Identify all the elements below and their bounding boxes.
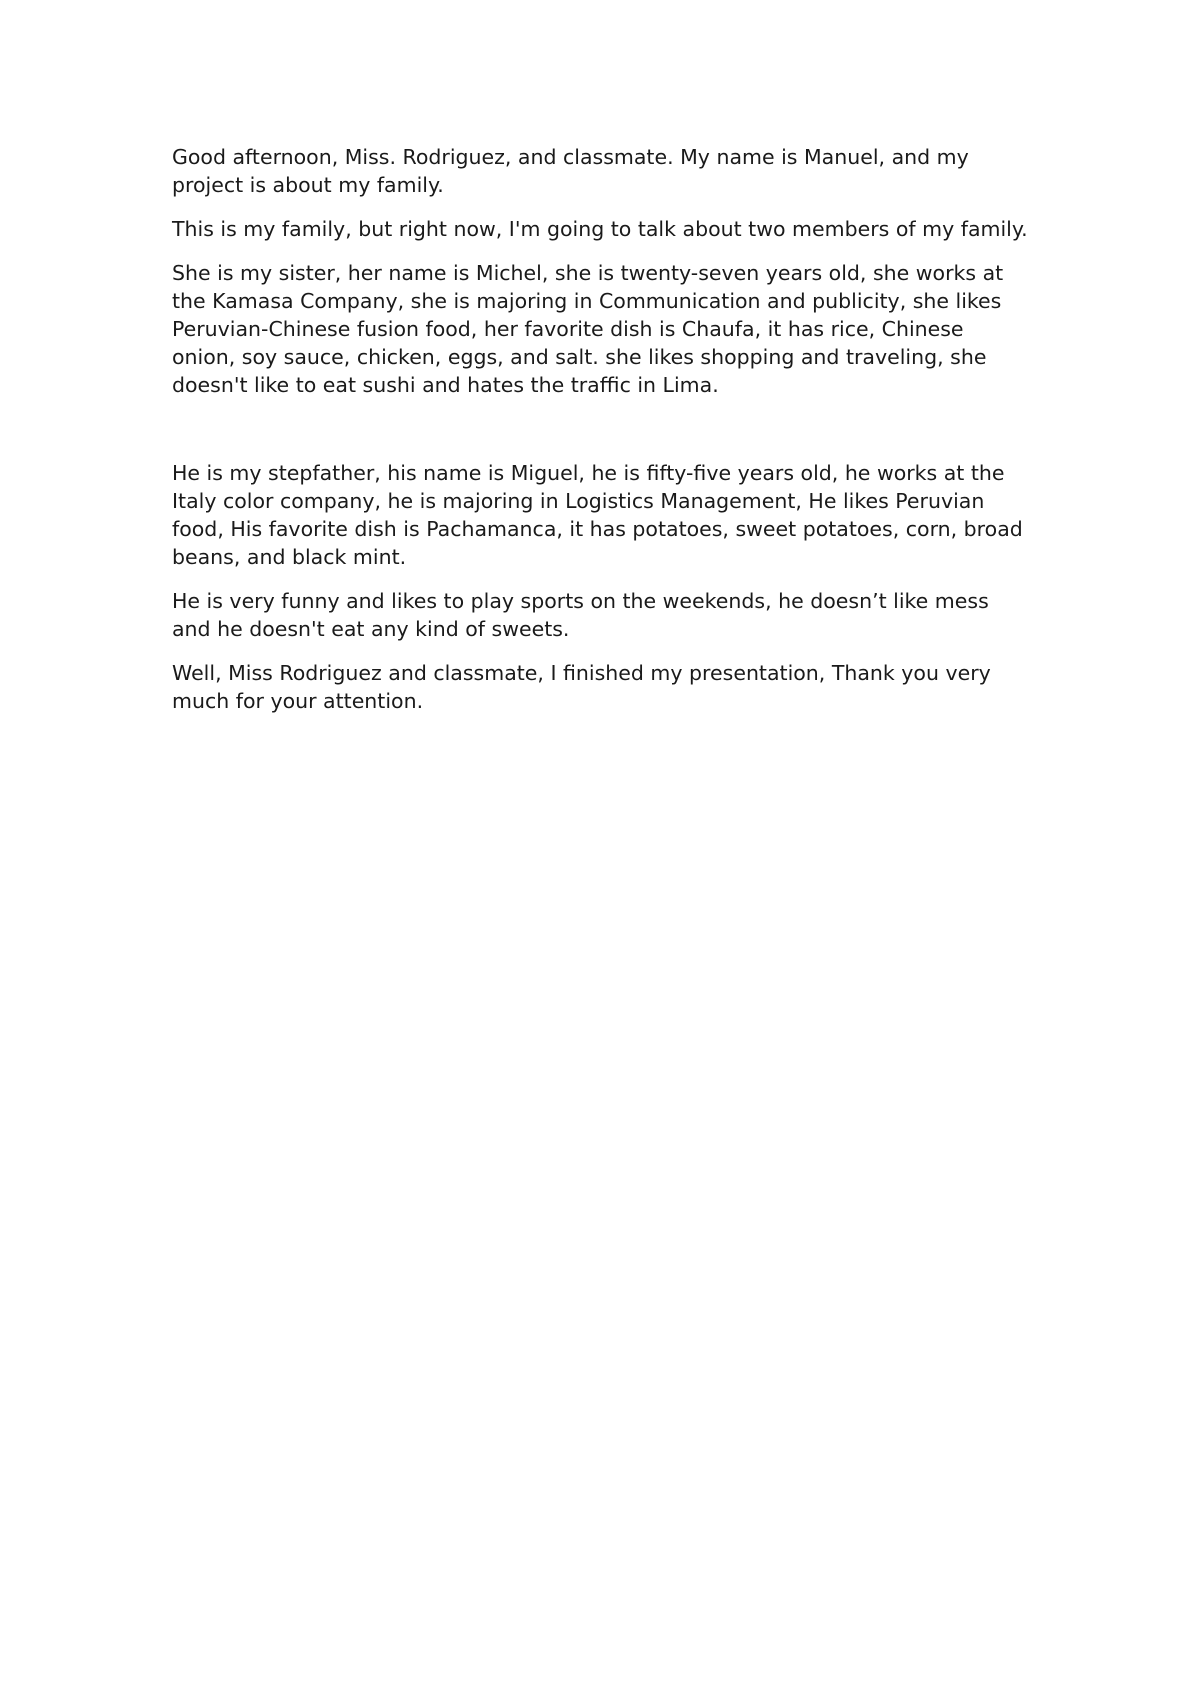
paragraph-closing: Well, Miss Rodriguez and classmate, I finished my presentation, Thank you very much for your attention. [172, 661, 991, 713]
paragraph-family-intro: This is my family, but right now, I'm going to talk about two members of my family. [172, 217, 1028, 241]
paragraph-stepfather: He is my stepfather, his name is Miguel, he is fifty-five years old, he works at the Italy color company, he is majoring in Logistics Management, He likes Peruvian food, His favorite dish is Pachamanca, it has potatoes, sweet potatoes, corn, broad beans, and black mint. [172, 461, 1023, 569]
document-body [172, 143, 1032, 731]
paragraph-greeting: Good afternoon, Miss. Rodriguez, and classmate. My name is Manuel, and my project is about my family. [172, 145, 969, 197]
paragraph-sister: She is my sister, her name is Michel, she is twenty-seven years old, she works at the Kamasa Company, she is majoring in Communication and publicity, she likes Peruvian-Chinese fusion food, her favorite dish is Chaufa, it has rice, Chinese onion, soy sauce, chicken, eggs, and salt. she likes shopping and traveling, she doesn't like to eat sushi and hates the traffic in Lima. [172, 261, 1004, 397]
paragraph-stepfather-details: He is very funny and likes to play sports on the weekends, he doesn’t like mess and he doesn't eat any kind of sweets. [172, 589, 989, 641]
